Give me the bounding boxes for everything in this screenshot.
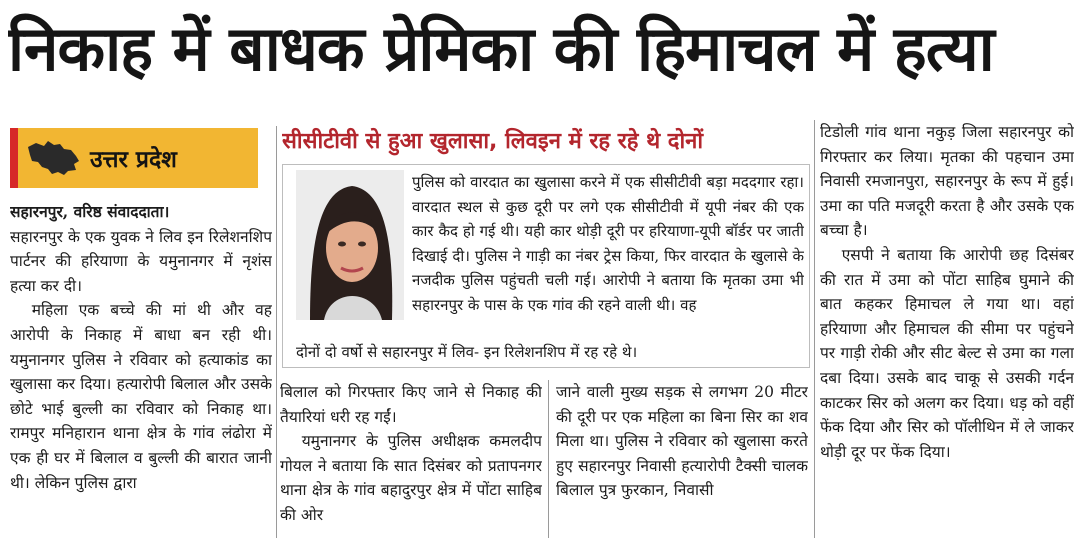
column-divider <box>276 126 277 538</box>
victim-photo <box>296 170 404 320</box>
column-divider <box>814 120 815 538</box>
paragraph: सहारनपुर के एक युवक ने लिव इन रिलेशनशिप पार्टनर की हरियाणा के यमुनानगर में नृशंस हत्या कर दी। <box>10 227 272 295</box>
portrait-image <box>296 170 404 320</box>
headline: निकाह में बाधक प्रेमिका की हिमाचल में हत्या <box>8 12 994 85</box>
sidebar-story-title: सीसीटीवी से हुआ खुलासा, लिवइन में रह रहे थे दोनों <box>282 129 704 154</box>
state-label: उत्तर प्रदेश <box>90 147 177 173</box>
article-column-1 <box>10 200 272 540</box>
column-divider <box>548 380 549 538</box>
uttar-pradesh-map-icon <box>24 137 82 179</box>
article-column-2 <box>280 380 542 540</box>
sidebar-story-text: पुलिस को वारदात का खुलासा करने में एक सीसीटीवी बड़ा मददगार रहा। वारदात स्थल से कुछ दूरी पर लगे एक सीसीटीवी में यूपी नंबर की एक कार कैद हो गई थी। यही कार थोड़ी दूरी पर हरियाणा-यूपी बॉर्डर पर जाती दिखाई दी। पुलिस ने गाड़ी का नंबर ट्रेस किया, फिर वारदात के खुलासे के नजदीक पुलिस पहुंचती चली गई। आरोपी ने बताया कि मृतका उमा भी सहारनपुर के पास के एक गांव की रहने वाली थी। वह <box>412 173 804 314</box>
paragraph: एसपी ने बताया कि आरोपी छह दिसंबर की रात में उमा को पोंटा साहिब घुमाने की बात कहकर हिमाचल ले गया था। वहां हरियाणा और हिमाचल की सीमा पर पहुंचने पर गाड़ी रोकी और सीट बेल्ट से उमा का गला दबा दिया। उसके बाद चाकू से उसकी गर्दन काटकर सिर को अलग कर दिया। धड़ को वहीं फेंक दिया और सिर को पॉलीथिन में ले जाकर थोड़ी दूर पर फेंक दिया। <box>820 245 1074 461</box>
article-column-3 <box>556 380 808 540</box>
paragraph: टिडोली गांव थाना नकुड़ जिला सहारनपुर को गिरफ्तार कर लिया। मृतका की पहचान उमा निवासी रमजानपुरा, सहारनपुर के रूप में हुई। उमा का पति मजदूरी करता है और उसके एक बच्चा है। <box>820 123 1074 240</box>
byline: सहारनपुर, वरिष्ठ संवाददाता। <box>10 202 170 221</box>
paragraph: बिलाल को गिरफ्तार किए जाने से निकाह की तैयारियां धरी रह गईं। <box>280 383 542 426</box>
sidebar-story-text-last: दोनों दो वर्षो से सहारनपुर में लिव- इन रिलेशनशिप में रह रहे थे। <box>296 343 638 361</box>
state-tag <box>10 128 258 188</box>
paragraph: जाने वाली मुख्य सड़क से लगभग 20 मीटर की दूरी पर एक महिला का बिना सिर का शव मिला था। पुलिस ने रविवार को खुलासा करते हुए सहारनपुर निवासी हत्यारोपी टैक्सी चालक बिलाल पुत्र फुरकान, निवासी <box>556 383 808 500</box>
article-column-4 <box>820 120 1074 540</box>
paragraph: महिला एक बच्चे की मां थी और वह आरोपी के निकाह में बाधा बन रही थी। यमुनानगर पुलिस ने रविवार को हत्याकांड का खुलासा कर दिया। हत्यारोपी बिलाल और उसके छोटे भाई बुल्ली का रविवार को निकाह था। रामपुर मनिहारान थाना क्षेत्र के गांव लंढोरा में एक ही घर में बिलाल व बुल्ली की बारात जानी थी। लेकिन पुलिस द्वारा <box>10 301 272 492</box>
paragraph: यमुनानगर के पुलिस अधीक्षक कमलदीप गोयल ने बताया कि सात दिसंबर को प्रतापनगर थाना क्षेत्र के गांव बहादुरपुर क्षेत्र में पोंटा साहिब की ओर <box>280 432 542 524</box>
